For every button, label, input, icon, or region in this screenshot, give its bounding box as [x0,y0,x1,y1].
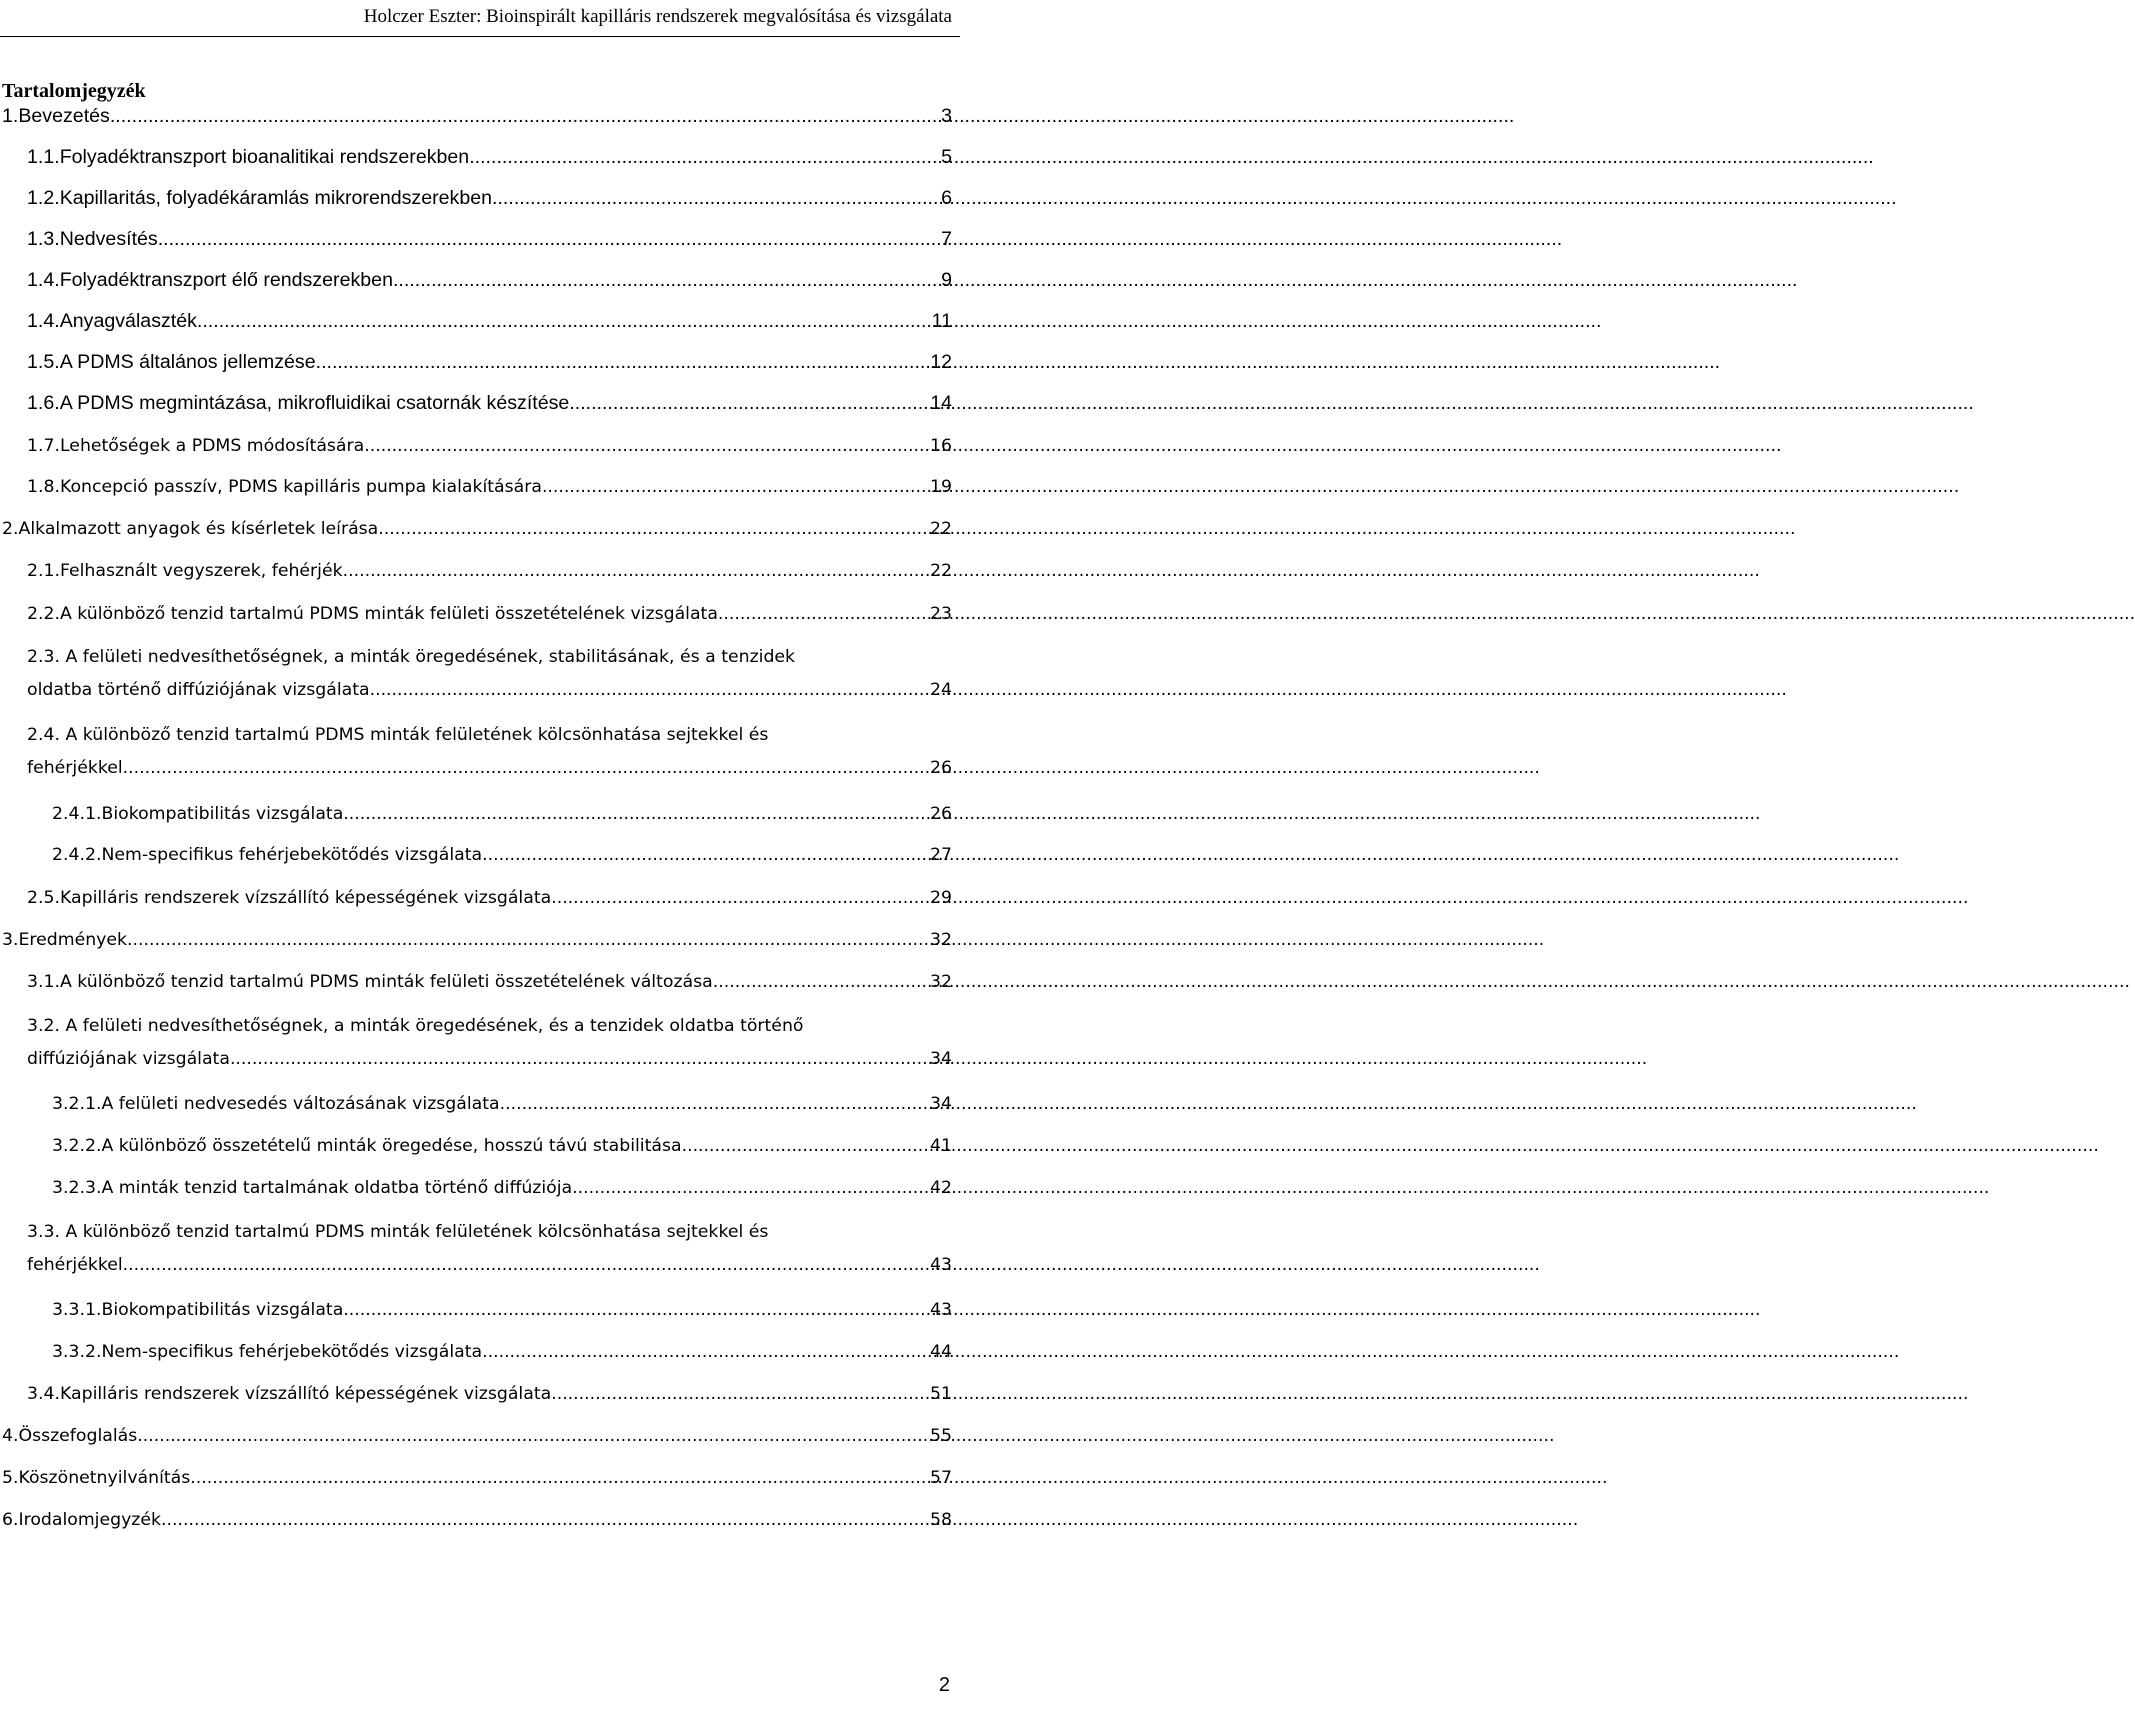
running-header: Holczer Eszter: Bioinspirált kapilláris rendszerek megvalósítása és vizsgálata [363,6,952,27]
toc-entry-text-line1: A felületi nedvesíthetőségnek, a minták öregedésének, és a tenzidek oldatba történő [65,1016,804,1036]
toc-entry-text: Kapilláris rendszerek vízszállító képességének vizsgálata [59,1384,552,1404]
dot-leader [230,1047,928,1072]
dot-leader [551,886,928,911]
toc-entry-text: Összefoglalás [18,1426,138,1446]
toc-entry[interactable] [27,970,952,995]
toc-entry-number: 3.1. [27,972,60,992]
dot-leader [393,268,939,293]
toc-entry-text: fehérjékkel [27,1255,123,1275]
toc-entry-page: 42 [930,1178,952,1198]
toc-entry-number: 5. [2,1468,19,1488]
toc-entry-number: 1.1. [27,146,60,168]
toc-entry-number: 1.6. [27,392,60,414]
toc-entry-text: Nedvesítés [59,228,158,250]
toc-entry-number: 2.3. [27,647,66,667]
toc-entry-page: 32 [930,972,952,992]
toc-entry[interactable] [2,928,952,953]
toc-entry-number: 3.2.2. [52,1136,102,1156]
toc-entry[interactable] [27,1014,952,1072]
toc-entry-page: 32 [930,930,952,950]
toc-entry-page: 55 [930,1426,952,1446]
dot-leader [190,1466,928,1491]
toc-entry-text: Felhasznált vegyszerek, fehérjék [59,561,343,581]
toc-entry-page: 12 [930,351,952,373]
dot-leader [713,970,928,995]
toc-entry-number: 4. [2,1426,19,1446]
toc-entry[interactable] [2,104,952,129]
toc-entry-text: Nem-specifikus fehérjebekötődés vizsgálata [101,1342,483,1362]
toc-entry-page: 34 [930,1049,952,1069]
toc-entry-text: A PDMS megmintázása, mikrofluidikai csatornák készítése [59,392,570,414]
toc-entry[interactable] [2,1424,952,1449]
toc-entry-page: 11 [931,310,952,332]
dot-leader [123,756,928,781]
toc-entry-number: 1.2. [27,187,60,209]
toc-entry[interactable] [2,1508,952,1533]
toc-entry-number: 2.4. [27,725,66,745]
dot-leader [137,1424,928,1449]
table-of-contents [0,0,960,1723]
toc-entry-number: 3. [2,930,19,950]
toc-entry-text: Lehetőségek a PDMS módosítására [59,436,365,456]
toc-entry-first-line [27,645,952,670]
toc-entry-text: diffúziójának vizsgálata [27,1049,230,1069]
toc-entry-text: Kapillaritás, folyadékáramlás mikrorendszerekben [59,187,493,209]
toc-entry-text: Nem-specifikus fehérjebekötődés vizsgálata [101,845,483,865]
dot-leader [364,434,928,459]
toc-entry-page: 16 [930,436,952,456]
toc-entry-text: A felületi nedvesedés változásának vizsgálata [101,1094,500,1114]
toc-entry[interactable] [52,802,952,827]
toc-entry-text: Anyagválaszték [59,310,197,332]
toc-entry-page: 43 [930,1255,952,1275]
toc-entry-number: 3.4. [27,1384,60,1404]
toc-entry[interactable] [52,1176,952,1201]
toc-entry-page: 7 [941,228,952,250]
toc-entry-number: 1.8. [27,477,60,497]
dot-leader [500,1092,928,1117]
toc-entry-page: 24 [930,680,952,700]
toc-entry[interactable] [27,602,952,627]
toc-entry-text: A különböző tenzid tartalmú PDMS minták felületi összetételének változása [59,972,713,992]
toc-entry[interactable] [27,391,952,416]
toc-entry-number: 2.4.2. [52,845,102,865]
dot-leader [110,104,939,129]
dot-leader [197,309,930,334]
dot-leader [161,1508,928,1533]
toc-entry-text: Bevezetés [18,105,110,127]
page-number: 2 [938,1674,950,1696]
toc-entry-text: Kapilláris rendszerek vízszállító képességének vizsgálata [59,888,552,908]
dot-leader [482,843,928,868]
toc-entry-page: 58 [930,1510,952,1530]
toc-entry-number: 1.4. [27,269,60,291]
toc-entry-page: 57 [930,1468,952,1488]
toc-entry-number: 2.1. [27,561,60,581]
toc-entry-page: 9 [941,269,952,291]
toc-entry[interactable] [27,559,952,584]
dot-leader [542,475,928,500]
toc-entry[interactable] [52,1134,952,1159]
toc-entry-text: fehérjékkel [27,758,123,778]
toc-entry[interactable] [27,145,952,170]
dot-leader [123,1253,928,1278]
toc-entry-page: 43 [930,1300,952,1320]
toc-entry-page: 26 [930,758,952,778]
toc-entry-number: 1.4. [27,310,60,332]
dot-leader [378,517,928,542]
toc-entry-number: 1.5. [27,351,60,373]
toc-entry[interactable] [27,645,952,703]
toc-entry-text-line1: A felületi nedvesíthetőségnek, a minták öregedésének, stabilitásának, és a tenzidek [65,647,796,667]
toc-entry[interactable] [27,475,952,500]
toc-entry-number: 3.3.2. [52,1342,102,1362]
toc-entry-page: 22 [930,561,952,581]
toc-entry[interactable] [27,309,952,334]
toc-entry-page: 44 [930,1342,952,1362]
toc-entry-number: 6. [2,1510,19,1530]
toc-entry[interactable] [27,1220,952,1278]
dot-leader [551,1382,928,1407]
toc-entry-first-line [27,1220,952,1245]
toc-entry-text: Biokompatibilitás vizsgálata [101,1300,344,1320]
toc-entry-text: Köszönetnyilvánítás [18,1468,191,1488]
toc-entry-number: 2. [2,519,19,539]
toc-entry-number: 2.4.1. [52,804,102,824]
toc-entry[interactable] [27,1382,952,1407]
toc-entry[interactable] [27,434,952,459]
toc-entry-page: 6 [941,187,952,209]
toc-entry-text: Koncepció passzív, PDMS kapilláris pumpa kialakítására [59,477,542,497]
toc-entry-text: Folyadéktranszport bioanalitikai rendszerekben [59,146,470,168]
toc-entry-number: 1. [2,105,19,127]
toc-entry-text-line1: A különböző tenzid tartalmú PDMS minták felületének kölcsönhatása sejtekkel és [65,725,769,745]
dot-leader [343,559,928,584]
toc-entry-page: 27 [930,845,952,865]
dot-leader [569,391,928,416]
dot-leader [316,350,929,375]
toc-entry[interactable] [52,1340,952,1365]
toc-entry-first-line [27,1014,952,1039]
toc-entry[interactable] [52,1298,952,1323]
toc-entry-page: 29 [930,888,952,908]
toc-entry-page: 51 [930,1384,952,1404]
dot-leader [682,1134,928,1159]
toc-entry-text: A különböző tenzid tartalmú PDMS minták felületi összetételének vizsgálata [59,604,718,624]
toc-entry-page: 5 [941,146,952,168]
toc-entry-page: 3 [941,105,952,127]
toc-entry-number: 2.5. [27,888,60,908]
toc-entry-text-line1: A különböző tenzid tartalmú PDMS minták felületének kölcsönhatása sejtekkel és [65,1222,769,1242]
toc-entry[interactable] [27,886,952,911]
toc-entry-number: 3.2.1. [52,1094,102,1114]
toc-entry[interactable] [27,186,952,211]
toc-entry[interactable] [2,517,952,542]
dot-leader [572,1176,928,1201]
dot-leader [343,802,928,827]
dot-leader [343,1298,928,1323]
toc-entry-text: A minták tenzid tartalmának oldatba történő diffúziója [101,1178,573,1198]
toc-entry-number: 3.2. [27,1016,66,1036]
dot-leader [370,678,928,703]
toc-entry-number: 1.7. [27,436,60,456]
dot-leader [469,145,939,170]
toc-entry-page: 22 [930,519,952,539]
toc-entry-number: 2.2. [27,604,60,624]
toc-entry-page: 23 [930,604,952,624]
toc-entry-page: 26 [930,804,952,824]
dot-leader [158,227,939,252]
toc-entry[interactable] [27,350,952,375]
toc-entry-number: 3.3. [27,1222,66,1242]
toc-entry-text: A különböző összetételű minták öregedése, hosszú távú stabilitása [101,1136,682,1156]
toc-entry-text: Folyadéktranszport élő rendszerekben [59,269,393,291]
toc-entry-text: A PDMS általános jellemzése [59,351,316,373]
toc-entry[interactable] [27,268,952,293]
toc-entry-text: Irodalomjegyzék [18,1510,162,1530]
toc-entry-page: 41 [930,1136,952,1156]
dot-leader [127,928,928,953]
toc-entry-text: oldatba történő diffúziójának vizsgálata [27,680,370,700]
dot-leader [718,602,928,627]
toc-title: Tartalomjegyzék [2,80,146,102]
dot-leader [482,1340,928,1365]
toc-entry-text: Alkalmazott anyagok és kísérletek leírása [18,519,379,539]
toc-entry[interactable] [27,227,952,252]
toc-entry[interactable] [52,843,952,868]
dot-leader [492,186,939,211]
toc-entry-number: 3.2.3. [52,1178,102,1198]
toc-entry-text: Eredmények [18,930,128,950]
toc-entry[interactable] [52,1092,952,1117]
toc-entry-page: 14 [930,392,952,414]
toc-entry-number: 1.3. [27,228,60,250]
toc-entry[interactable] [2,1466,952,1491]
toc-entry-page: 34 [930,1094,952,1114]
toc-entry-text: Biokompatibilitás vizsgálata [101,804,344,824]
toc-entry-number: 3.3.1. [52,1300,102,1320]
toc-entry-page: 19 [930,477,952,497]
toc-entry-first-line [27,723,952,748]
toc-entry[interactable] [27,723,952,781]
